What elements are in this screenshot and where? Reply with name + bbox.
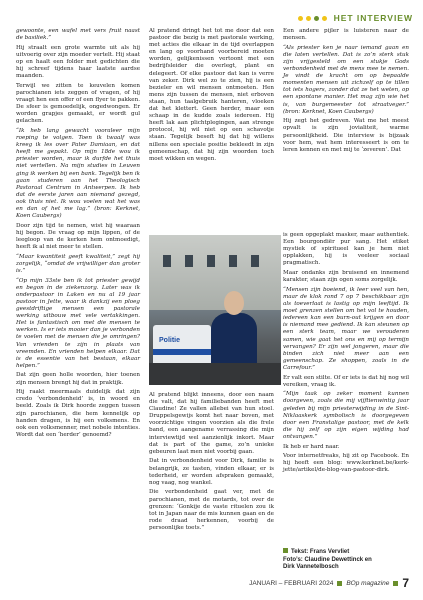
- window: [163, 255, 171, 267]
- header-dot: [306, 16, 311, 21]
- article-column-2-bottom: [149, 392, 274, 535]
- issue-date: JANUARI – FEBRUARI 2024: [249, 579, 334, 587]
- footer-square-icon: [393, 581, 398, 586]
- paragraph: Hij raakt meermaals duidelijk dat zijn credo ‘verbondenheid’ is, in woord en beeld. Zoals ik Dirk hoorde zeggen tussen zijn parochianen, die hem kennelijk op handen dragen, is hij een volksmens. En ook een volksmenner, met nobele intenties. Wordt dat een ‘herder’ genoemd?: [16, 389, 140, 438]
- paragraph: Er valt een stilte. Of er iets is dat hij nog wil vereiken, vraag ik.: [283, 374, 409, 388]
- paragraph: Dat zijn geen holle woorden, hier toenen zijn mensen brengt hij dat in praktijk.: [16, 372, 140, 386]
- paragraph: “Op mijn 33ste ben ik tot priester gewijd en begon in de ziekenzorg. Later was ik onderpastoor in Laken en nu al 19 jaar pastoor in Jette, waar ik dankzij een ploeg geestdriftige mensen een pastorale werking uitbouw met vele vertakkingen. Het is fantastisch om met die mensen te werken. Is er iets mooier dan je verbonden te voelen met de mensen die je omringen? Van vrienden te zijn in plaats van vreemden. En vrienden helpen elkaar. Dat is de essentie van het bestaan, elkaar helpen.”: [16, 277, 140, 369]
- paragraph: gewoonte, een wafel met vers fruit naast de basiliek.”: [16, 28, 140, 42]
- credits: [283, 548, 409, 572]
- window: [207, 255, 215, 267]
- paragraph: “Ik heb lang gewacht vooraleer mijn roeping te volgen. Toen ik twaalf was kreeg ik les over Pater Damiaan, en dat heeft me gepakt. Op mijn 18de wou ik priester worden, maar ik durfde het thuis niet vertellen. Na mijn studies in Leuven ging ik werken bij een bank. Tegelijk ben ik gaan studeren aan het Theologisch Pastoraal Centrum in Antwerpen. Ik heb dat de eerste jaren aan niemand gezegd, ook thuis niet. Ik wou voelen wat het was en dan of het me lag.” (bron: Kerknet, Koen Caubergs): [16, 128, 140, 220]
- police-label: Politie: [159, 337, 181, 344]
- paragraph: Dat in verbondenheid voor Dirk, familie is belangrijk, ze tasten, vinden elkaar, er is tederheid, er worden afspraken gemaakt, nog vaag, nog wankel.: [149, 458, 274, 486]
- paragraph: Terwijl we zitten te keuvelen komen parochianen iets zeggen of vragen, of hij vraagt hen een offer of een flyer te pakken. De sfeer is gemoedelijk, ongedwongen. Er worden grapjes gemaakt, er wordt gul gelachen.: [16, 82, 140, 125]
- police-stripe: [153, 349, 211, 355]
- article-column-1: [16, 28, 140, 442]
- article-column-3-bottom: [283, 232, 409, 477]
- page-footer: [249, 576, 409, 590]
- paragraph: Voor internetfreaks, hij zit op Facebook. En hij heeft een blog: www.kerknet.be/kerk-jette/artikel/de-blog-van-pastoor-dirk.: [283, 453, 409, 474]
- paragraph: Die verbondenheid gaat ver, met de parochianen, met de motards, tot over de grenzen: ‘Gonkije de vaste rituelen zou ik tot in Japan naar de mis kunnen gaan en de rode draad herkennen, voorbij de persoonlijke toets.”: [149, 489, 274, 531]
- footer-square-icon: [337, 581, 342, 586]
- priest-head: [224, 291, 244, 315]
- paragraph: Door zijn tijd te nemen, wist hij waaraan hij begon. De vraag op mijn lippen, of de leegloop van de kerken hem ontmoedigt, heeft ik al niet meer te stellen.: [16, 222, 140, 251]
- page-number: 7: [402, 576, 409, 590]
- paragraph: Al pratend dringt het tot me door dat een pastoor die bezig is met pastorale werking, met acties die elkaar in de tijd overlappen en lang op voorhand voorbereid moeten worden, gelijkenissen vertoont met een bedrijfsleider die overlegt, plant en delegeert. Of elke pastoor dat kan is verre van zeker. Dirk wel zo te zien, hij is een bezieler en wil mensen ontmoeten. Hen mens zijn tussen de mensen, niet erboven staan, hun taalgebruik hanteren, vloeken dat het klettert. Geen herder, maar een schaap in de kudde zoals iedereen. Hij heeft lak aan plichtplegingen, aan strenge protocol, hij wil niet op een schavotje staan. Tegelijk beseft hij dat hij willens nillens een speciale positie bekleedt in zijn gemeenschap, dat hij zijn woorden toch moet wikken en wegen.: [149, 28, 274, 162]
- paragraph: Hij straalt een grote warmte uit als hij uitvoerig over zijn moeder vertelt. Hij staat op en haalt een folder met gedichten die hij schreef tijdens haar laatste aardse maanden.: [16, 44, 140, 80]
- magazine-name: BOp magazine: [346, 579, 390, 587]
- credit-photos-2: Dirk Vannetelbosch: [283, 564, 339, 570]
- paragraph: Hij zegt het gedreven. Wat me het meest opvalt is zijn jovialiteit, warme persoonlijkheid. Die interview is bijzaak voor hem, wat hem interesseert is om te leren kennen en met mij te ‘zeveren’. Dat: [283, 118, 409, 153]
- window: [251, 255, 259, 267]
- paragraph: Maar ondanks zijn bruisend en innemend karakter, staan zijn ogen soms zorgelijk.: [283, 270, 409, 284]
- paragraph: Al pratend blijkt inneens, door een naam die valt, dat hij familiebanden heeft met Claudine! Ze vallen allebei van hun stoel. Druppelsgewijs komt het naar boven, met voorzichtige vingen voorzien als die frele band, een aangename verrassing die mijn interviewtijd wel aanzienlijk inkort. Maar dat is part of the game, zo’n unieke gebeuren laat men niet voorbij gaan.: [149, 392, 274, 455]
- window: [229, 255, 237, 267]
- header-dot: [298, 16, 303, 21]
- article-photo: [149, 235, 281, 385]
- crowd-motorbikes: [149, 363, 281, 385]
- paragraph: “Mensen zijn boeiend, ik leer veel van hen, maar de klok rond 7 op 7 beschikbaar zijn als toeverlaat is lastig op mijn leeftijd. Ik moet grenzen stellen om het vol te houden, iedereen kan een burn-out krijgen en door is niemand mee gediend. Ik kan steunen op een sterk team, maar we verouderen samen, wie gaat het ons en mij op termijn vervangen? Er zijn wel jongeren, maar die binden zich niet meer aan een gemeenschap. Ze shoppen, zoals in de Carrefour.”: [283, 286, 409, 371]
- article-column-3-top: [283, 28, 409, 156]
- credit-square-icon: [283, 548, 288, 553]
- paragraph: is geen opgeplakt masker, maar authentiek. Een bourgondiër pur sang. Het etiket mystiek of spiritueel kan je hem niet opplakken, hij is veeleer sociaal pragmatisch.: [283, 232, 409, 267]
- section-header: [298, 10, 413, 26]
- section-title: HET INTERVIEW: [333, 13, 413, 23]
- article-column-2-top: [149, 28, 274, 165]
- header-dot: [314, 16, 319, 21]
- window: [185, 255, 193, 267]
- header-dot: [322, 16, 327, 21]
- paragraph: “Mijn taak op zeker moment kunnen doorgeven, zoals die mij vijftienwintig jaar geleden bij mijn priesterwijding in de Sint-Niklaaskerk symbolisch is doorgegeven door een Franstalige pastoor, met de kelk die hij zelf op zijn eigen wijding had ontvangen.”: [283, 391, 409, 440]
- paragraph: Een andere pijler is luisteren naar de mensen.: [283, 28, 409, 42]
- paragraph: “Als priester ken je naar iemand gaan en die laten vertellen. Dat is zo’n sterk stuk zijn vrijgesteld om een stukje Gods verbondenheid met de mens mee te nemen. Je vindt de kracht om op bepaalde momenten mensen uit zichzelf op te tillen tot iets hogers, zonder dat ze het weten, op een spontane manier. Het mag zijn wie het is, van burgemeester tot straatveger.” (bron: Kerknet, Koen Caubergs): [283, 44, 409, 115]
- credit-text: Tekst: Frans Vervliet: [291, 549, 350, 555]
- credit-photos: Foto’s: Claudine Dewettinck en: [283, 556, 372, 563]
- paragraph: “Maar kwantiteit geeft kwaliteit,” zegt hij zorgelijk, “omdat de vrijwilliger dan groter is.”: [16, 253, 140, 274]
- paragraph: Ik heb er hard naar.: [283, 443, 340, 450]
